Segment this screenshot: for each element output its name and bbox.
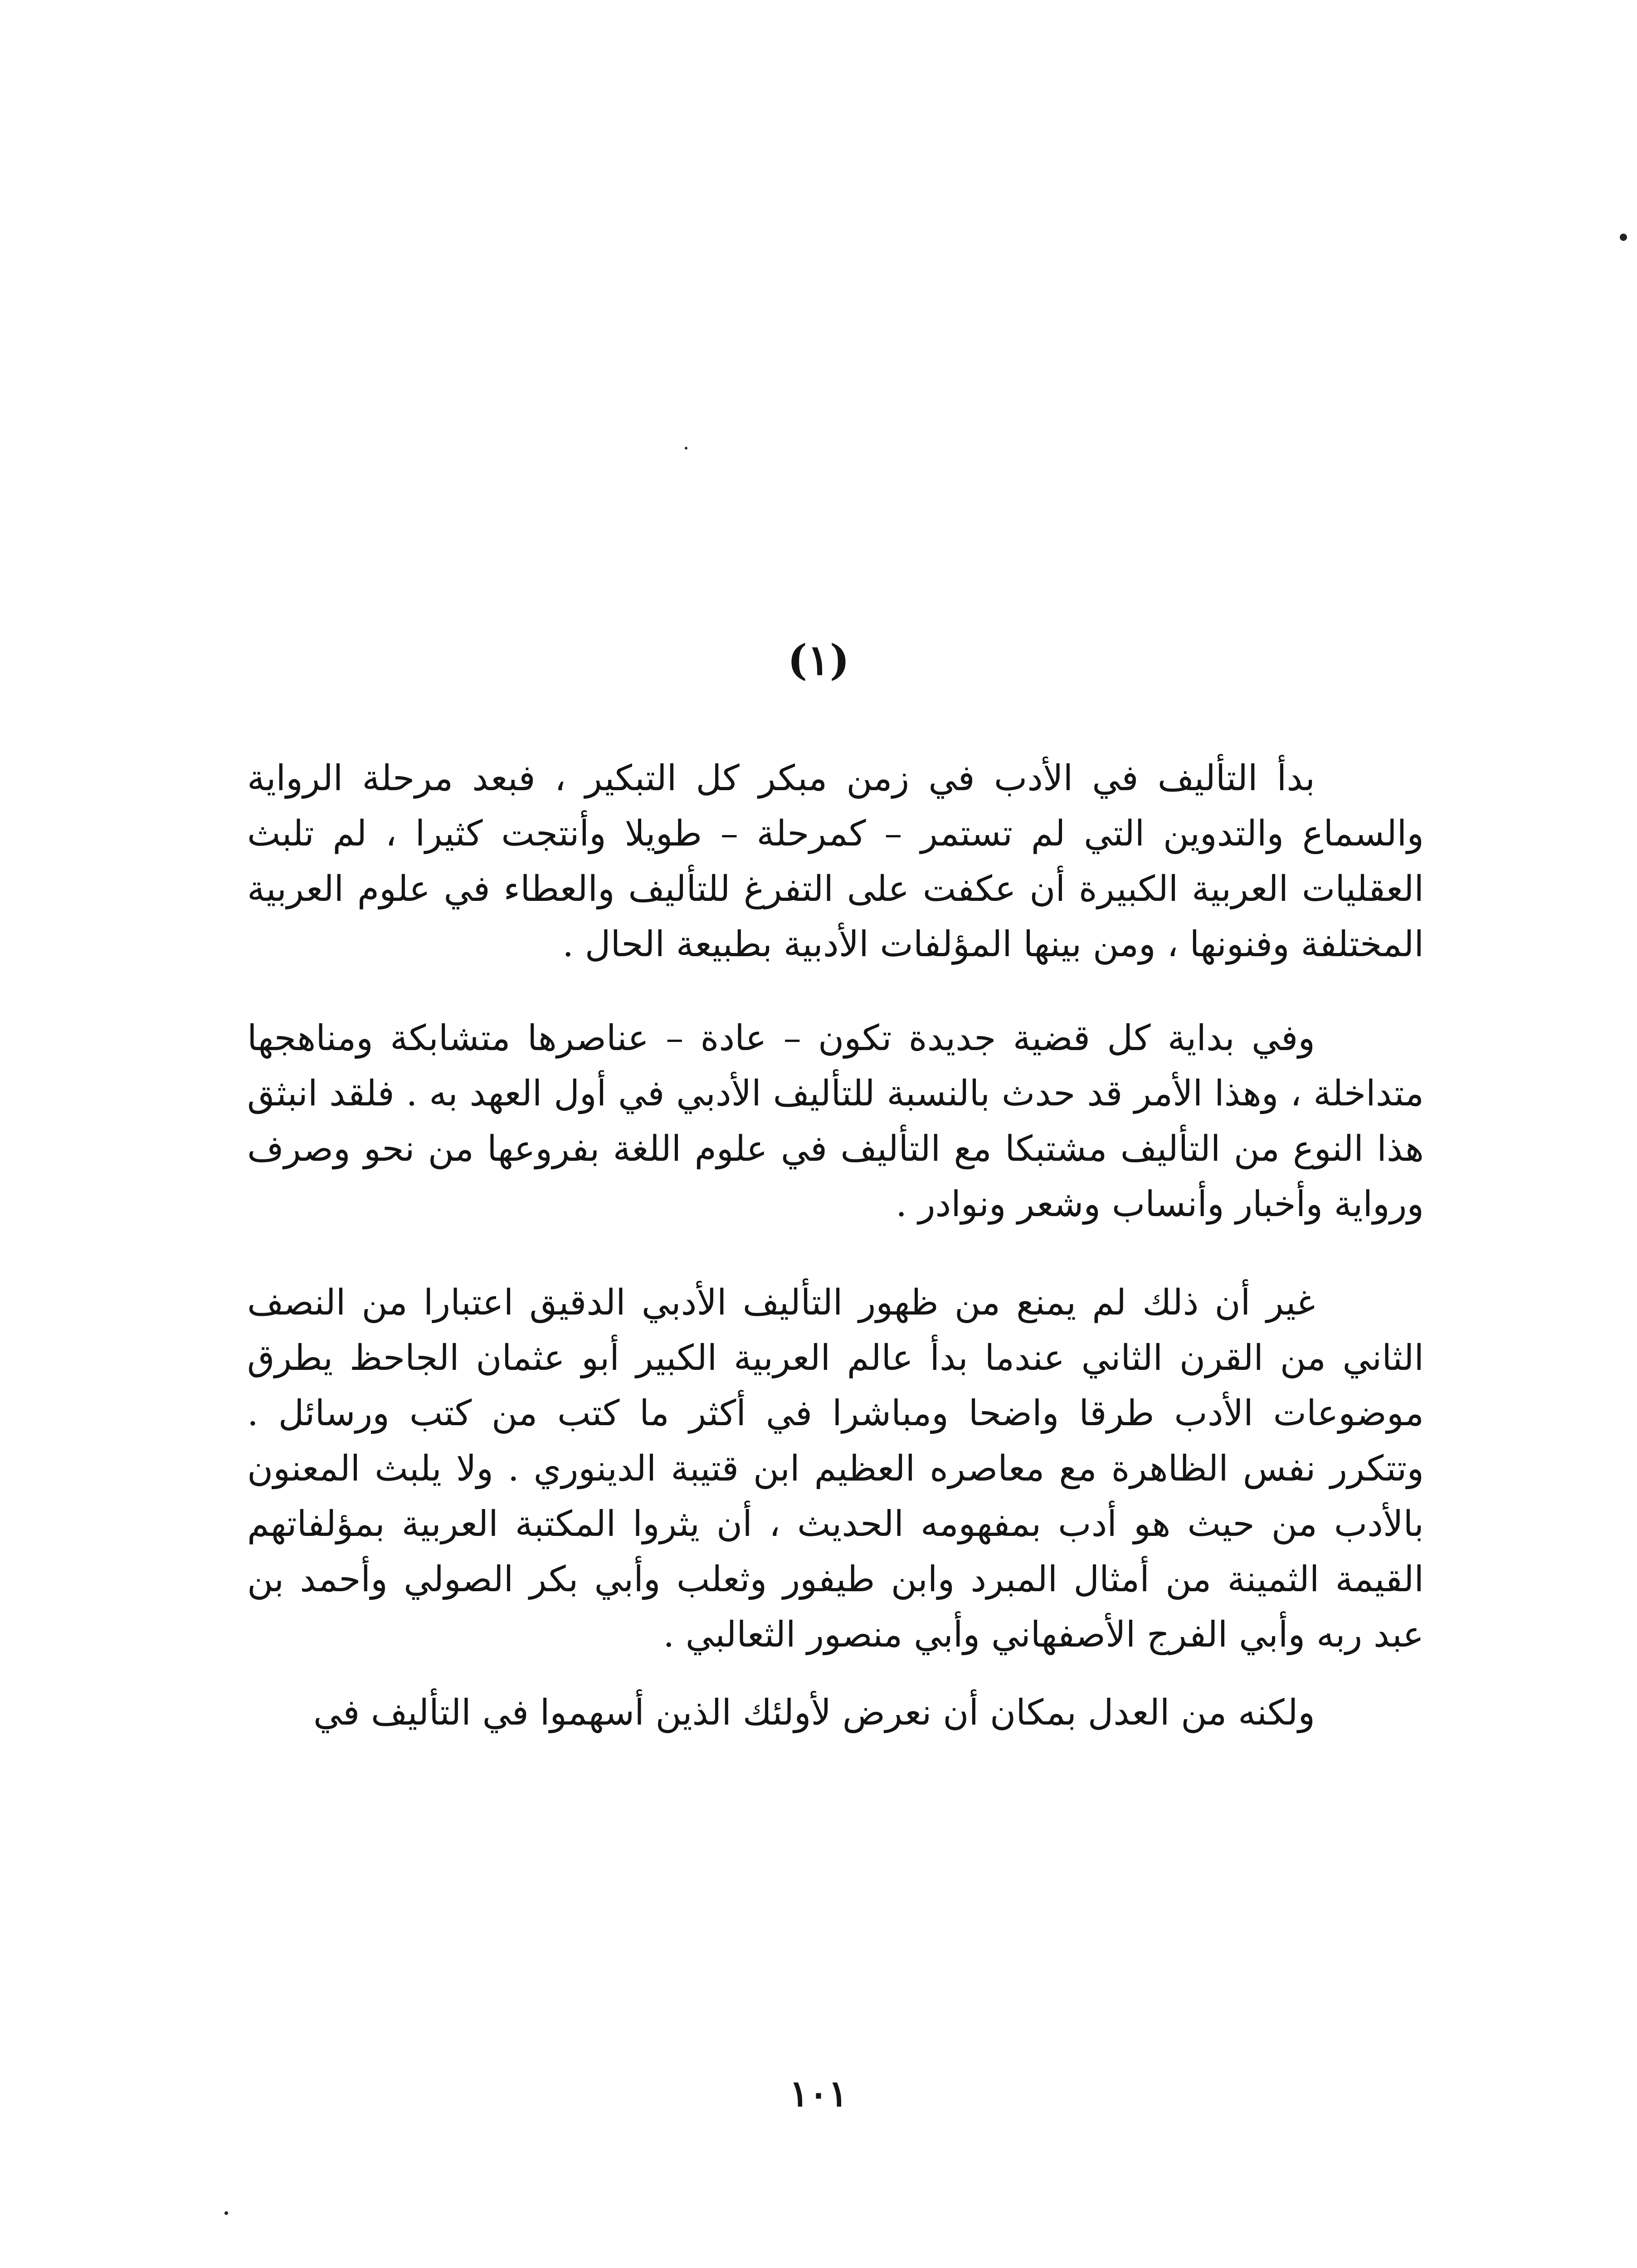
- paragraph-1: بدأ التأليف في الأدب في زمن مبكر كل التبكير ، فبعد مرحلة الرواية والسماع والتدوين التي لم تستمر – كمرحلة – طويلا وأنتجت كثيرا ، لم تلبث العقليات العربية الكبيرة أن عكفت على التفرغ للتأليف والعطاء في علوم العربية المختلفة وفنونها ، ومن بينها المؤلفات الأدبية بطبيعة الحال .: [247, 758, 1424, 965]
- scan-speck: [224, 2211, 228, 2215]
- paragraph-2: وفي بداية كل قضية جديدة تكون – عادة – عناصرها متشابكة ومناهجها متداخلة ، وهذا الأمر قد حدث بالنسبة للتأليف الأدبي في أول العهد به . فلقد انبثق هذا النوع من التأليف مشتبكا مع التأليف في علوم اللغة بفروعها من نحو وصرف ورواية وأخبار وأنساب وشعر ونوادر .: [247, 1018, 1424, 1225]
- scan-speck: [685, 447, 687, 450]
- scan-speck: [1620, 234, 1627, 241]
- paragraph-3: غير أن ذلك لم يمنع من ظهور التأليف الأدبي الدقيق اعتبارا من النصف الثاني من القرن الثاني عندما بدأ عالم العربية الكبير أبو عثمان الجاحظ يطرق موضوعات الأدب طرقا واضحا ومباشرا في أكثر ما كتب من كتب ورسائل . وتتكرر نفس الظاهرة مع معاصره العظيم ابن قتيبة الدينوري . ولا يلبث المعنون بالأدب من حيث هو أدب بمفهومه الحديث ، أن يثروا المكتبة العربية بمؤلفاتهم القيمة الثمينة من أمثال المبرد وابن طيفور وثعلب وأبي بكر الصولي وأحمد بن عبد ربه وأبي الفرج الأصفهاني وأبي منصور الثعالبي .: [247, 1282, 1424, 1655]
- paragraph-4: ولكنه من العدل بمكان أن نعرض لأولئك الذين أسهموا في التأليف في: [313, 1692, 1315, 1733]
- body-text: [247, 751, 1424, 1740]
- page-number: ١٠١: [789, 2072, 848, 2115]
- section-number: (١): [787, 635, 850, 684]
